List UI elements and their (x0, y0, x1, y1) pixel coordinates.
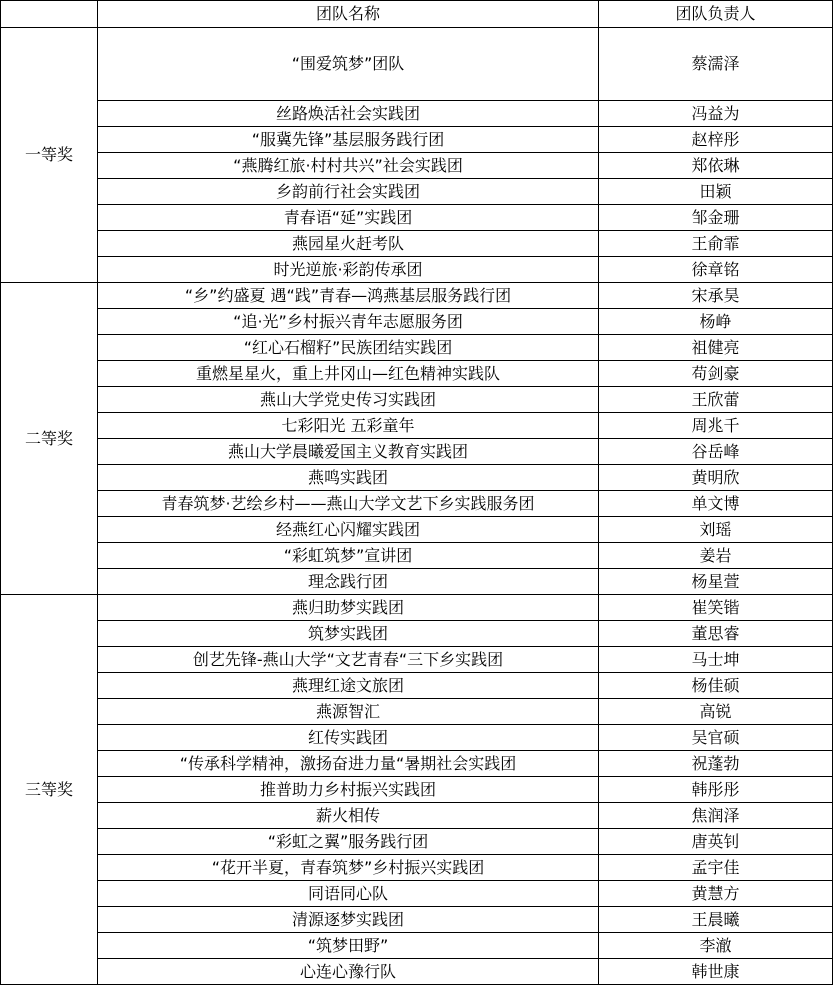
award-level-cell: 二等奖 (1, 283, 98, 595)
table-row (1, 621, 833, 647)
team-name-cell: 筑梦实践团 (98, 621, 599, 647)
header-row (1, 1, 833, 28)
team-leader-cell: 徐章铭 (599, 257, 833, 283)
header-team-leader: 团队负责人 (599, 1, 833, 28)
table-row (1, 28, 833, 101)
team-name-cell: 燕理红途文旅团 (98, 673, 599, 699)
table-row (1, 829, 833, 855)
team-leader-cell: 单文博 (599, 491, 833, 517)
team-name-cell: “追·光”乡村振兴青年志愿服务团 (98, 309, 599, 335)
table-row (1, 101, 833, 127)
team-name-cell: 乡韵前行社会实践团 (98, 179, 599, 205)
team-leader-cell: 赵梓彤 (599, 127, 833, 153)
table-row (1, 231, 833, 257)
team-name-cell: 青春语“延”实践团 (98, 205, 599, 231)
table-row (1, 725, 833, 751)
team-leader-cell: 刘瑶 (599, 517, 833, 543)
table-row (1, 569, 833, 595)
team-name-cell: 推普助力乡村振兴实践团 (98, 777, 599, 803)
team-leader-cell: 黄慧方 (599, 881, 833, 907)
team-name-cell: 燕山大学党史传习实践团 (98, 387, 599, 413)
team-leader-cell: 苟剑豪 (599, 361, 833, 387)
team-leader-cell: 黄明欣 (599, 465, 833, 491)
team-leader-cell: 祖健亮 (599, 335, 833, 361)
team-name-cell: 丝路焕活社会实践团 (98, 101, 599, 127)
team-leader-cell: 崔笑锴 (599, 595, 833, 621)
team-name-cell: “红心石榴籽”民族团结实践团 (98, 335, 599, 361)
team-name-cell: “燕腾红旅·村村共兴”社会实践团 (98, 153, 599, 179)
team-leader-cell: 王欣蕾 (599, 387, 833, 413)
team-leader-cell: 李澈 (599, 933, 833, 959)
team-leader-cell: 宋承昊 (599, 283, 833, 309)
team-name-cell: “彩虹之翼”服务践行团 (98, 829, 599, 855)
team-name-cell: 燕山大学晨曦爱国主义教育实践团 (98, 439, 599, 465)
table-row (1, 387, 833, 413)
team-name-cell: 七彩阳光 五彩童年 (98, 413, 599, 439)
team-leader-cell: 王晨曦 (599, 907, 833, 933)
table-row (1, 205, 833, 231)
table-row (1, 439, 833, 465)
table-row (1, 933, 833, 959)
team-name-cell: “彩虹筑梦”宣讲团 (98, 543, 599, 569)
team-leader-cell: 王俞霏 (599, 231, 833, 257)
team-name-cell: 青春筑梦·艺绘乡村——燕山大学文艺下乡实践服务团 (98, 491, 599, 517)
table-row (1, 517, 833, 543)
team-name-cell: 薪火相传 (98, 803, 599, 829)
team-leader-cell: 高锐 (599, 699, 833, 725)
table-row (1, 491, 833, 517)
team-name-cell: “服冀先锋”基层服务践行团 (98, 127, 599, 153)
team-name-cell: 创艺先锋-燕山大学“文艺青春“三下乡实践团 (98, 647, 599, 673)
table-body (1, 1, 833, 985)
table-row (1, 647, 833, 673)
team-leader-cell: 焦润泽 (599, 803, 833, 829)
table-row (1, 855, 833, 881)
team-leader-cell: 冯益为 (599, 101, 833, 127)
team-name-cell: 理念践行团 (98, 569, 599, 595)
team-name-cell: “围爱筑梦”团队 (98, 28, 599, 101)
table-row (1, 699, 833, 725)
table-row (1, 959, 833, 985)
table-row (1, 595, 833, 621)
table-row (1, 543, 833, 569)
table-row (1, 881, 833, 907)
table-row (1, 335, 833, 361)
team-leader-cell: 韩彤彤 (599, 777, 833, 803)
team-leader-cell: 祝蓬勃 (599, 751, 833, 777)
header-team-name: 团队名称 (98, 1, 599, 28)
table-row (1, 127, 833, 153)
table-row (1, 413, 833, 439)
table-row (1, 153, 833, 179)
table-row (1, 179, 833, 205)
table-row (1, 465, 833, 491)
table-row (1, 257, 833, 283)
table-row (1, 907, 833, 933)
team-leader-cell: 董思睿 (599, 621, 833, 647)
team-name-cell: “花开半夏，青春筑梦”乡村振兴实践团 (98, 855, 599, 881)
team-leader-cell: 杨星萱 (599, 569, 833, 595)
team-leader-cell: 郑依琳 (599, 153, 833, 179)
team-leader-cell: 马士坤 (599, 647, 833, 673)
team-leader-cell: 韩世康 (599, 959, 833, 985)
team-name-cell: 燕归助梦实践团 (98, 595, 599, 621)
team-leader-cell: 杨佳硕 (599, 673, 833, 699)
team-name-cell: 心连心豫行队 (98, 959, 599, 985)
team-leader-cell: 周兆千 (599, 413, 833, 439)
header-blank-cell (1, 1, 98, 28)
table-row (1, 309, 833, 335)
table-row (1, 777, 833, 803)
team-leader-cell: 杨峥 (599, 309, 833, 335)
team-name-cell: “传承科学精神，激扬奋进力量“暑期社会实践团 (98, 751, 599, 777)
team-leader-cell: 孟宇佳 (599, 855, 833, 881)
team-name-cell: 时光逆旅·彩韵传承团 (98, 257, 599, 283)
team-leader-cell: 唐英钊 (599, 829, 833, 855)
team-name-cell: 燕园星火赶考队 (98, 231, 599, 257)
team-name-cell: 红传实践团 (98, 725, 599, 751)
table-row (1, 751, 833, 777)
team-name-cell: “乡”约盛夏 遇“践”青春—鸿燕基层服务践行团 (98, 283, 599, 309)
team-leader-cell: 邹金珊 (599, 205, 833, 231)
team-name-cell: 重燃星星火，重上井冈山—红色精神实践队 (98, 361, 599, 387)
team-name-cell: 燕鸣实践团 (98, 465, 599, 491)
team-name-cell: “筑梦田野” (98, 933, 599, 959)
team-leader-cell: 蔡濡泽 (599, 28, 833, 101)
team-leader-cell: 田颖 (599, 179, 833, 205)
team-leader-cell: 吴官硕 (599, 725, 833, 751)
table-row (1, 361, 833, 387)
team-name-cell: 清源逐梦实践团 (98, 907, 599, 933)
team-name-cell: 同语同心队 (98, 881, 599, 907)
award-level-cell: 三等奖 (1, 595, 98, 985)
team-leader-cell: 姜岩 (599, 543, 833, 569)
table-row (1, 283, 833, 309)
team-name-cell: 经燕红心闪耀实践团 (98, 517, 599, 543)
table-row (1, 673, 833, 699)
table-row (1, 803, 833, 829)
award-level-cell: 一等奖 (1, 28, 98, 283)
team-name-cell: 燕源智汇 (98, 699, 599, 725)
team-leader-cell: 谷岳峰 (599, 439, 833, 465)
